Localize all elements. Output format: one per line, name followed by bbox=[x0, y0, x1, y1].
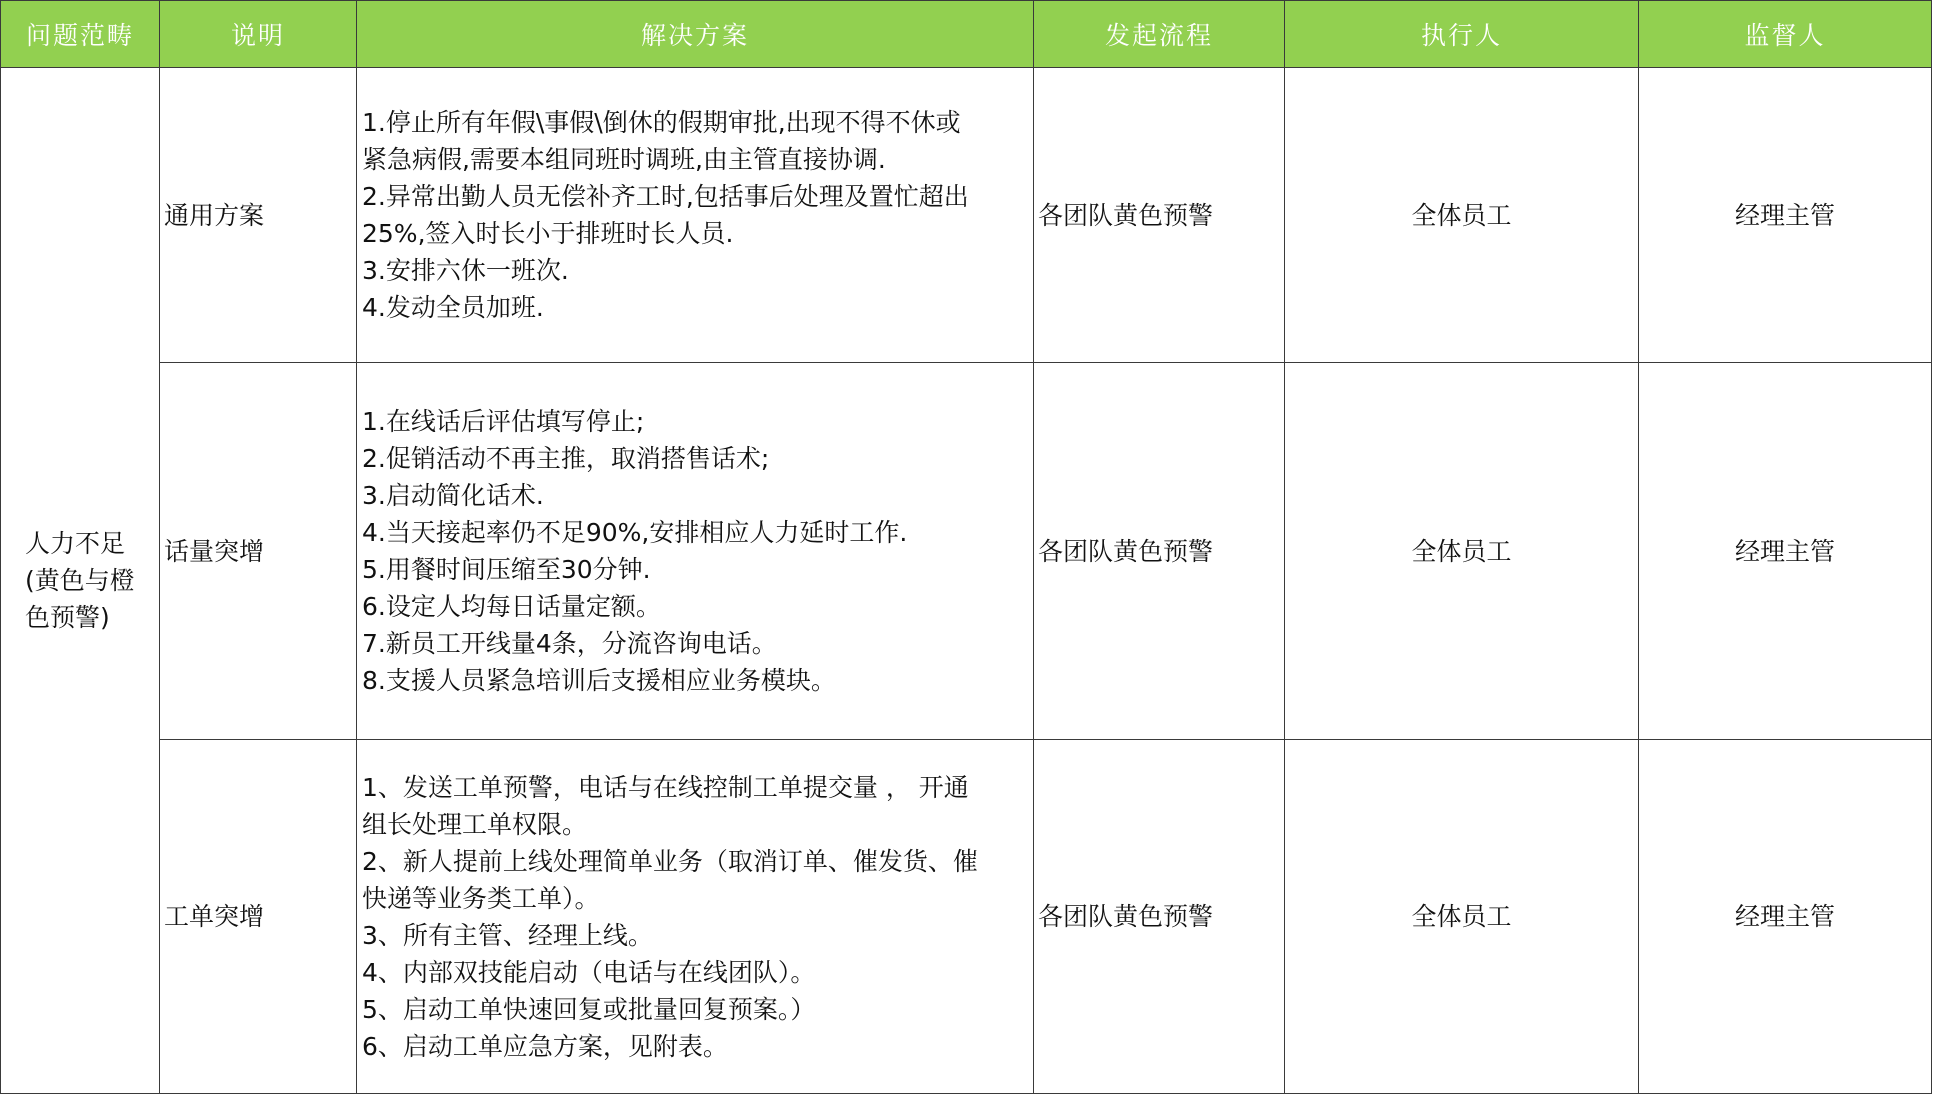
header-category: 问题范畴 bbox=[1, 1, 160, 68]
supervisor-cell: 经理主管 bbox=[1639, 363, 1932, 740]
solution-line: 3.启动简化话术. bbox=[362, 481, 544, 510]
solution-line: 紧急病假,需要本组同班时调班,由主管直接协调. bbox=[362, 145, 886, 174]
header-row bbox=[1, 1, 1932, 68]
category-cell bbox=[1, 68, 160, 1094]
description-cell: 话量突增 bbox=[160, 363, 357, 740]
solution-line: 2.促销活动不再主推，取消搭售话术; bbox=[362, 444, 770, 473]
solution-line: 4.发动全员加班. bbox=[362, 293, 544, 322]
solution-line: 1、发送工单预警，电话与在线控制工单提交量 ， 开通 bbox=[362, 772, 969, 802]
solution-line: 8.支援人员紧急培训后支援相应业务模块。 bbox=[362, 666, 836, 695]
description-cell: 通用方案 bbox=[160, 68, 357, 363]
category-line: 人力不足 bbox=[25, 529, 126, 558]
solution-line: 3.安排六休一班次. bbox=[362, 256, 569, 285]
solution-cell bbox=[357, 740, 1034, 1094]
solution-line: 5、启动工单快速回复或批量回复预案。） bbox=[362, 994, 816, 1024]
table-row bbox=[1, 740, 1932, 1094]
initiation-cell: 各团队黄色预警 bbox=[1034, 68, 1285, 363]
executor-cell: 全体员工 bbox=[1285, 740, 1639, 1094]
header-solution: 解决方案 bbox=[357, 1, 1034, 68]
solution-line: 7.新员工开线量4条，分流咨询电话。 bbox=[362, 629, 777, 658]
solution-cell bbox=[357, 363, 1034, 740]
solution-line: 3、所有主管、经理上线。 bbox=[362, 920, 653, 950]
solution-line: 2.异常出勤人员无偿补齐工时,包括事后处理及置忙超出 bbox=[362, 182, 969, 211]
supervisor-cell: 经理主管 bbox=[1639, 68, 1932, 363]
solution-line: 快递等业务类工单）。 bbox=[362, 883, 600, 913]
solution-line: 25%,签入时长小于排班时长人员. bbox=[362, 219, 734, 248]
table-row bbox=[1, 363, 1932, 740]
initiation-cell: 各团队黄色预警 bbox=[1034, 740, 1285, 1094]
solution-line: 6、启动工单应急方案，见附表。 bbox=[362, 1031, 728, 1061]
table-row bbox=[1, 68, 1932, 363]
header-supervisor: 监督人 bbox=[1639, 1, 1932, 68]
category-line: (黄色与橙 bbox=[25, 566, 135, 595]
supervisor-cell: 经理主管 bbox=[1639, 740, 1932, 1094]
initiation-cell: 各团队黄色预警 bbox=[1034, 363, 1285, 740]
header-executor: 执行人 bbox=[1285, 1, 1639, 68]
executor-cell: 全体员工 bbox=[1285, 68, 1639, 363]
solution-line: 1.停止所有年假\事假\倒休的假期审批,出现不得不休或 bbox=[362, 108, 961, 137]
category-line: 色预警) bbox=[25, 603, 110, 632]
solution-line: 2、新人提前上线处理简单业务（取消订单、催发货、催 bbox=[362, 846, 978, 876]
executor-cell: 全体员工 bbox=[1285, 363, 1639, 740]
solution-line: 4.当天接起率仍不足90%,安排相应人力延时工作. bbox=[362, 518, 908, 547]
solution-line: 5.用餐时间压缩至30分钟. bbox=[362, 555, 651, 584]
solution-line: 1.在线话后评估填写停止; bbox=[362, 407, 645, 436]
description-cell: 工单突增 bbox=[160, 740, 357, 1094]
header-description: 说明 bbox=[160, 1, 357, 68]
solution-line: 6.设定人均每日话量定额。 bbox=[362, 592, 661, 621]
solution-line: 组长处理工单权限。 bbox=[362, 809, 588, 839]
header-initiation: 发起流程 bbox=[1034, 1, 1285, 68]
solution-cell bbox=[357, 68, 1034, 363]
solution-line: 4、内部双技能启动（电话与在线团队）。 bbox=[362, 957, 816, 987]
